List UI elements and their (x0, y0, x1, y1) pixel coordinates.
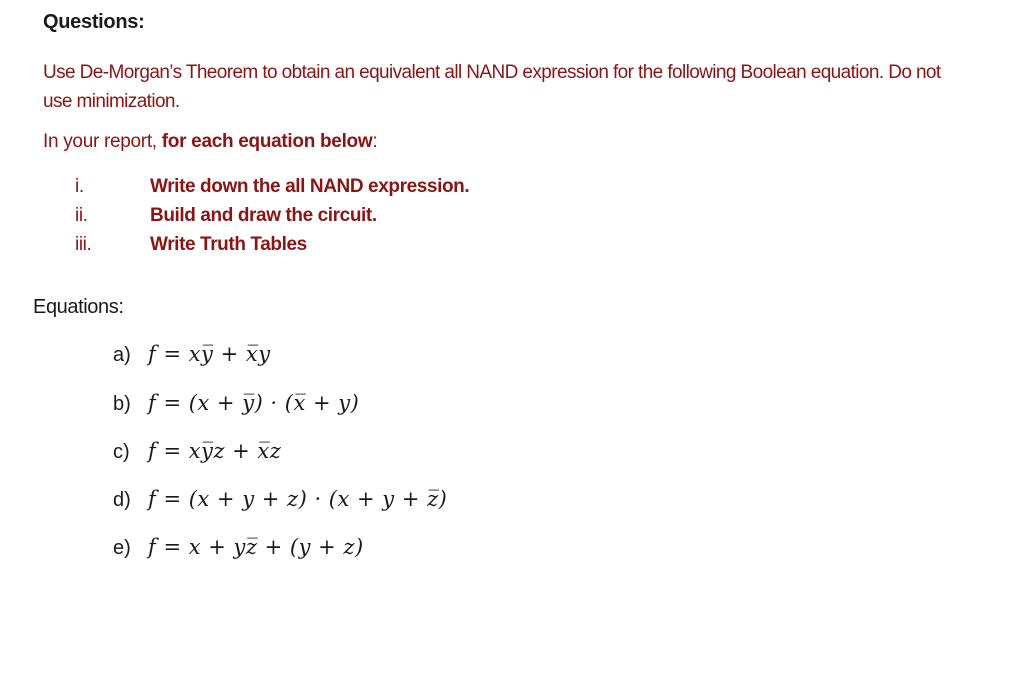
task-item (0, 176, 600, 202)
task-number: ii. (75, 205, 88, 226)
equation-label: c) (113, 441, 130, 463)
equation-item (113, 439, 281, 469)
intro-paragraph: Use De-Morgan’s Theorem to obtain an equivalent all NAND expression for the following Boolean equation. Do not use minimization. (43, 62, 941, 112)
task-text: Write Truth Tables (150, 234, 307, 255)
report-prefix: In your report, (43, 131, 162, 152)
report-instruction (43, 131, 377, 153)
equation-expression: f = (x + y + z) · (x + y + z̅) (148, 487, 448, 511)
task-item (0, 205, 600, 231)
equation-item (113, 487, 447, 517)
equation-label: a) (113, 344, 131, 366)
equation-label: d) (113, 489, 131, 511)
equation-expression: f = xy̅ + x̅y (148, 342, 271, 366)
equation-label: e) (113, 537, 131, 559)
equation-label: b) (113, 393, 131, 415)
report-suffix: : (372, 131, 378, 152)
equation-expression: f = x + yz̅ + (y + z) (148, 535, 364, 559)
task-text: Write down the all NAND expression. (150, 176, 470, 197)
equation-item (113, 342, 271, 372)
task-text: Build and draw the circuit. (150, 205, 377, 226)
equation-item (113, 535, 364, 565)
task-number: i. (75, 176, 84, 197)
equations-label: Equations: (33, 296, 124, 318)
task-number: iii. (75, 234, 92, 255)
equation-expression: f = xy̅z + x̅z (148, 439, 282, 463)
equation-expression: f = (x + y̅) · (x̅ + y) (148, 391, 360, 415)
report-bold: for each equation below (161, 131, 373, 152)
task-item (0, 234, 600, 260)
equation-item (113, 391, 359, 421)
questions-heading: Questions: (43, 11, 145, 33)
